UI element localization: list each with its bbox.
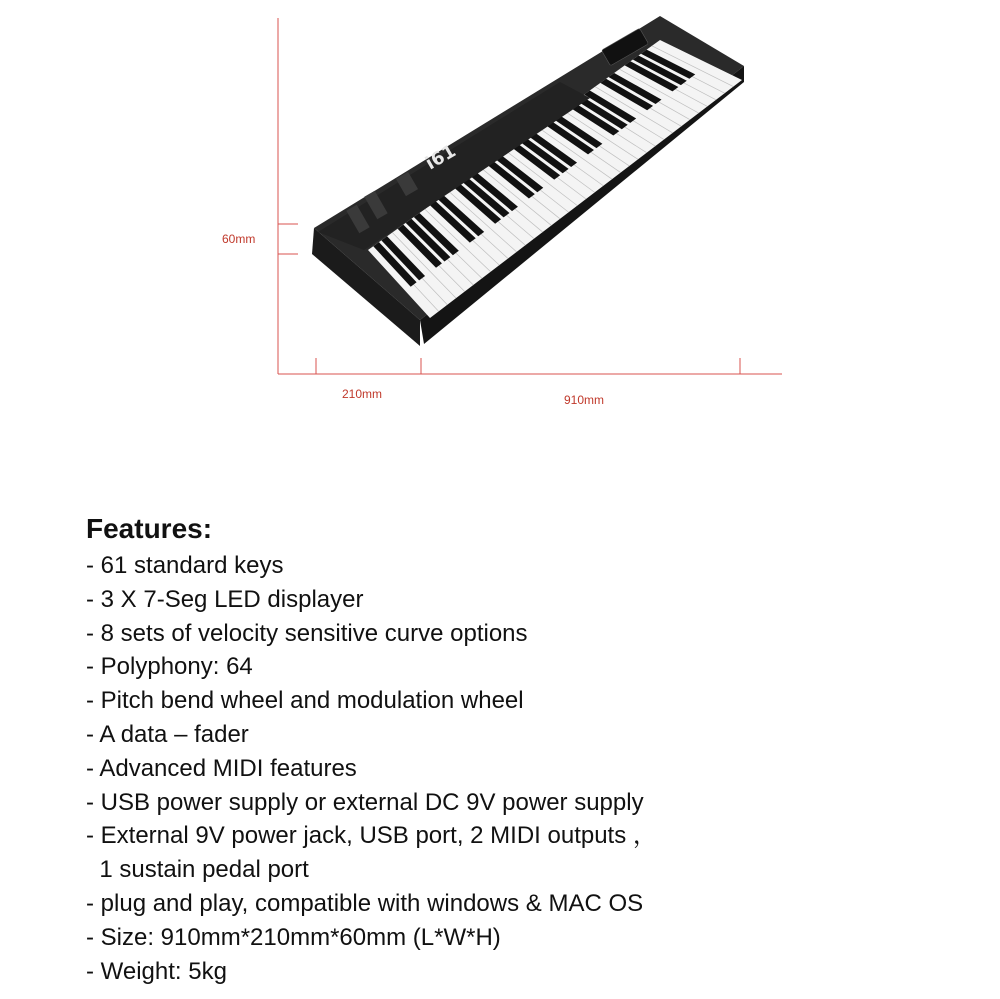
length-dimension-label: 910mm <box>564 393 605 407</box>
width-dimension-label: 210mm <box>342 387 383 401</box>
model-logo: i61 <box>422 140 460 175</box>
height-dimension-label: 60mm <box>222 232 256 246</box>
feature-item: - Advanced MIDI features <box>86 754 357 782</box>
features-list <box>86 549 966 988</box>
feature-item: - Polyphony: 64 <box>86 653 253 681</box>
feature-item: - A data – fader <box>86 720 249 748</box>
feature-item: - plug and play, compatible with windows & MAC OS <box>86 889 644 917</box>
product-figure <box>0 0 1000 440</box>
features-heading: Features: <box>86 513 213 544</box>
feature-item: - 8 sets of velocity sensitive curve options <box>86 619 528 647</box>
feature-item: - USB power supply or external DC 9V power supply <box>86 788 644 816</box>
feature-item: - Size: 910mm*210mm*60mm (L*W*H) <box>86 923 501 951</box>
feature-item: - 61 standard keys <box>86 552 284 579</box>
feature-item: - Weight: 5kg <box>86 957 227 985</box>
feature-item: - Pitch bend wheel and modulation wheel <box>86 687 524 715</box>
features-section <box>86 512 966 988</box>
feature-item: - External 9V power jack, USB port, 2 MIDI outputs ， <box>86 822 657 850</box>
feature-item: - 3 X 7-Seg LED displayer <box>86 585 364 613</box>
feature-item: 1 sustain pedal port <box>86 856 309 884</box>
keyboard-dimension-diagram <box>0 0 1000 440</box>
keyboard-image <box>312 16 744 346</box>
